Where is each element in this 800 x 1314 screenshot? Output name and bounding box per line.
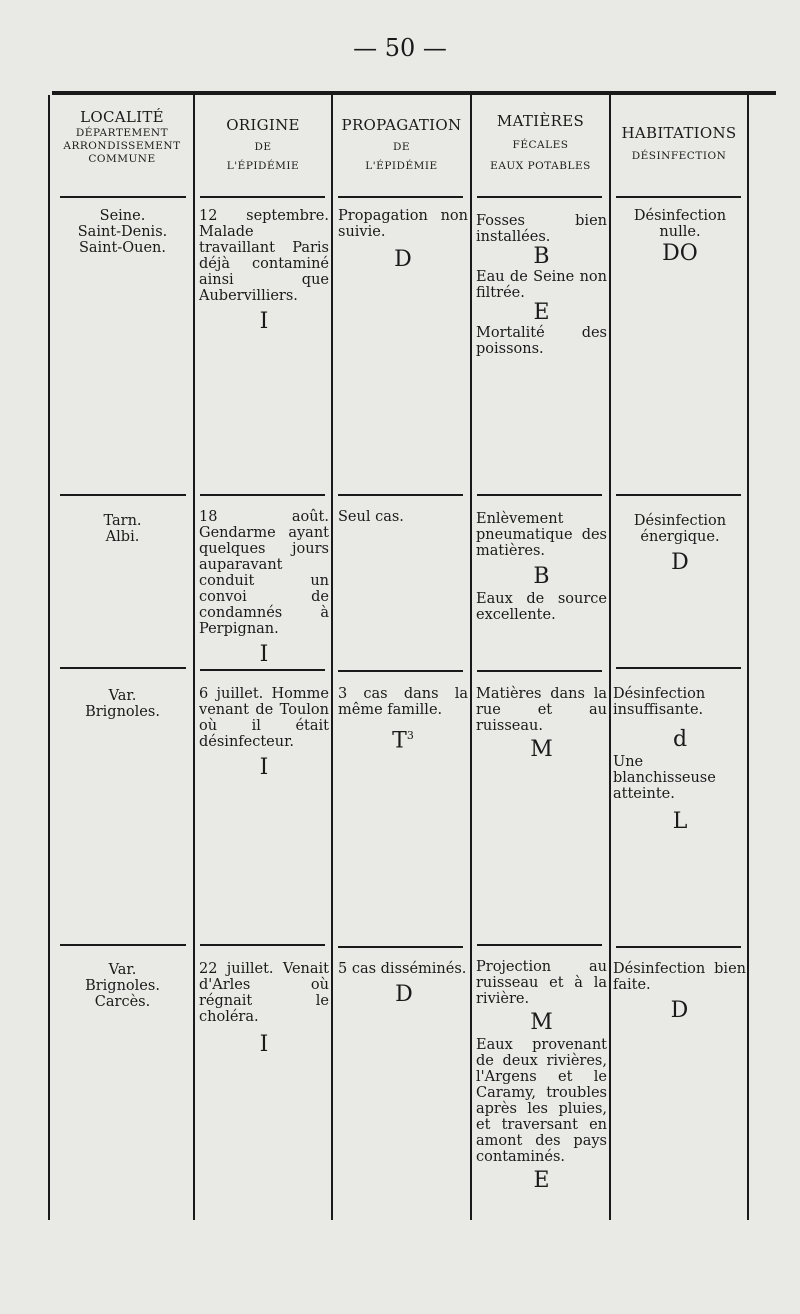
localite-line: Saint-Denis. (77, 224, 168, 240)
row-separator (616, 946, 741, 948)
origine-text: 6 juillet. Homme venant de Toulon où il était désinfecteur. (199, 686, 329, 750)
propagation-code-letter: T (392, 728, 407, 754)
row-2-matieres (476, 511, 607, 623)
header-text: HABITATIONS (621, 124, 737, 142)
header-text: EAUX POTABLES (490, 159, 591, 172)
page-number: — 50 — (353, 34, 447, 62)
row-1-localite (55, 208, 190, 256)
header-origine (196, 116, 330, 173)
header-text: DE (254, 140, 272, 153)
habitations-code: D (671, 550, 689, 575)
row-separator (60, 667, 186, 669)
row-separator (477, 944, 602, 946)
header-text: PROPAGATION (341, 116, 462, 134)
row-1-matieres (476, 213, 607, 357)
origine-text: 12 septembre. Malade travaillant Paris déjà contaminé ainsi que Aubervilliers. (199, 208, 329, 304)
propagation-text: Propagation non suivie. (338, 208, 468, 240)
header-separator (338, 196, 463, 198)
habitations-code: L (672, 809, 688, 834)
propagation-code (338, 722, 468, 755)
matieres-text: Eaux de source excellente. (476, 591, 607, 623)
localite-line: Saint-Ouen. (78, 240, 167, 256)
habitations-text: Une blanchisseuse atteinte. (613, 754, 716, 802)
matieres-code: B (533, 244, 550, 269)
matieres-text: Eau de Seine non filtrée. (476, 269, 607, 301)
localite-line: Albi. (105, 529, 140, 545)
habitations-text: Désinfection insuffisante. (613, 686, 706, 718)
matieres-code: M (530, 1010, 553, 1035)
propagation-code-superscript: 3 (406, 729, 414, 742)
origine-code: I (259, 1032, 269, 1057)
row-1-propagation (338, 208, 468, 274)
localite-line: Tarn. (103, 513, 142, 529)
header-matieres (473, 112, 608, 173)
header-text: DÉPARTEMENT (75, 126, 169, 139)
habitations-text: Désinfection bien faite. (613, 961, 746, 993)
header-text: MATIÈRES (496, 112, 585, 130)
row-2-localite (55, 513, 190, 545)
propagation-text: 5 cas disséminés. (338, 961, 467, 977)
origine-code: I (259, 309, 269, 334)
column-rule (609, 95, 611, 1220)
origine-code: I (259, 642, 269, 667)
matieres-text: Projection au ruisseau et à la rivière. (476, 959, 607, 1007)
header-separator (616, 196, 741, 198)
row-4-origine (199, 961, 329, 1059)
matieres-text: Matières dans la rue et au ruisseau. (476, 686, 607, 734)
column-rule (747, 95, 749, 1220)
header-separator (200, 196, 325, 198)
row-separator (477, 494, 602, 496)
localite-line: Var. (108, 688, 137, 704)
row-3-origine (199, 686, 329, 782)
habitations-code: DO (662, 241, 698, 266)
row-1-habitations (615, 208, 745, 268)
row-4-matieres (476, 959, 607, 1195)
header-text: LOCALITÉ (80, 108, 164, 126)
row-3-localite (55, 688, 190, 720)
row-3-propagation (338, 686, 468, 755)
row-3-matieres (476, 686, 607, 764)
row-2-propagation (338, 509, 468, 525)
matieres-text: Mortalité des poissons. (476, 325, 607, 357)
propagation-text: Seul cas. (338, 509, 404, 525)
matieres-code: E (533, 300, 550, 325)
header-text: L'ÉPIDÉMIE (365, 159, 438, 172)
matieres-code: B (533, 564, 550, 589)
row-4-localite (55, 962, 190, 1010)
habitations-text: Désinfection énergique. (633, 513, 727, 545)
header-text: ARRONDISSEMENT (63, 139, 181, 152)
habitations-code: D (670, 998, 689, 1023)
matieres-code: E (533, 1168, 550, 1193)
header-separator (477, 196, 602, 198)
row-2-origine (199, 509, 329, 669)
row-separator (200, 494, 325, 496)
localite-line: Seine. (99, 208, 146, 224)
row-separator (616, 667, 741, 669)
header-text: FÉCALES (512, 138, 569, 151)
matieres-code: M (530, 737, 553, 762)
habitations-code: d (672, 727, 688, 752)
column-rule (193, 95, 195, 1220)
header-separator (60, 196, 186, 198)
header-text: L'ÉPIDÉMIE (226, 159, 300, 172)
header-text: COMMUNE (88, 153, 156, 165)
habitations-text: Désinfection nulle. (633, 208, 727, 240)
row-separator (200, 669, 325, 671)
row-4-habitations (613, 961, 746, 1025)
row-separator (200, 944, 325, 946)
header-text: DÉSINFECTION (631, 149, 727, 162)
matieres-text: Fosses bien installées. (476, 213, 607, 245)
row-3-habitations (613, 686, 747, 836)
header-text: ORIGINE (226, 116, 300, 134)
localite-line: Carcès. (94, 994, 151, 1010)
localite-line: Brignoles. (85, 704, 160, 720)
top-rule (52, 91, 776, 95)
origine-text: 18 août. Gendarme ayant quelques jours auparavant conduit un convoi de condamnés à Perpignan. (199, 509, 329, 637)
row-separator (338, 946, 463, 948)
row-separator (477, 670, 602, 672)
origine-code: I (259, 755, 269, 780)
row-separator (338, 494, 463, 496)
propagation-code: D (395, 982, 413, 1007)
header-propagation (334, 116, 469, 173)
matieres-text: Eaux provenant de deux rivières, l'Argens et le Caramy, troubles après les pluies, et traversant en amont des pays contaminés. (476, 1037, 607, 1165)
column-rule (331, 95, 333, 1220)
row-separator (60, 494, 186, 496)
row-2-habitations (612, 513, 748, 577)
row-4-propagation (338, 961, 470, 1009)
column-rule (470, 95, 472, 1220)
propagation-code: D (394, 247, 412, 272)
row-1-origine (199, 208, 329, 336)
matieres-text: Enlèvement pneumatique des matières. (476, 511, 607, 559)
column-rule (48, 95, 50, 1220)
header-habitations (612, 124, 746, 163)
localite-line: Brignoles. (85, 978, 160, 994)
header-localite (52, 108, 192, 166)
origine-text: 22 juillet. Venait d'Arles où régnait le choléra. (199, 961, 329, 1025)
propagation-text: 3 cas dans la même famille. (338, 686, 468, 718)
header-text: DE (392, 140, 411, 153)
localite-line: Var. (108, 962, 137, 978)
row-separator (60, 944, 186, 946)
row-separator (338, 670, 463, 672)
row-separator (616, 494, 741, 496)
